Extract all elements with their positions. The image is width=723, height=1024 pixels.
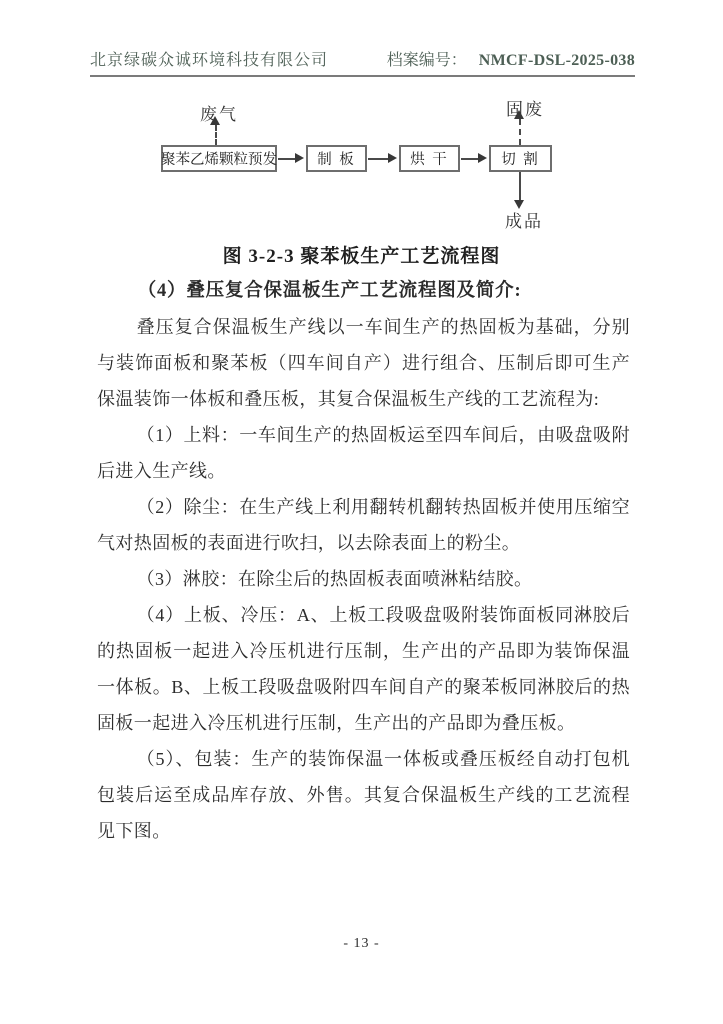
page-number: - 13 - <box>343 936 380 951</box>
waste-gas-label: 废气 <box>200 105 238 124</box>
waste-gas-dashed-line <box>215 125 217 145</box>
arrow-right-icon <box>295 153 304 163</box>
arrow-right-icon <box>478 153 487 163</box>
paragraph-step-5: （5）、包装：生产的装饰保温一体板或叠压板经自动打包机包装后运至成品库存放、外售。其复合保温板生产线的工艺流程见下图。 <box>97 749 630 841</box>
flow-box-board-making: 制 板 <box>306 145 367 172</box>
solid-waste-label: 固废 <box>506 100 544 119</box>
archive-number-value: NMCF-DSL-2025-038 <box>478 52 635 69</box>
body-content <box>97 273 630 849</box>
solid-waste-dashed-line <box>519 119 521 145</box>
product-line <box>519 172 521 200</box>
company-name: 北京绿碳众诚环境科技有限公司 <box>90 52 329 69</box>
paragraph-intro: 叠压复合保温板生产线以一车间生产的热固板为基础，分别与装饰面板和聚苯板（四车间自产）进行组合、压制后即可生产保温装饰一体板和叠压板，其复合保温板生产线的工艺流程为: <box>97 317 630 409</box>
paragraph-step-3: （3）淋胶：在除尘后的热固板表面喷淋粘结胶。 <box>136 569 533 589</box>
arrow-up-icon <box>514 110 524 119</box>
section-heading: （4）叠压复合保温板生产工艺流程图及简介: <box>137 281 522 301</box>
flow-connector <box>461 158 479 160</box>
arrow-right-icon <box>388 153 397 163</box>
paragraph-step-2: （2）除尘：在生产线上利用翻转机翻转热固板并使用压缩空气对热固板的表面进行吹扫，以去除表面上的粉尘。 <box>97 497 630 553</box>
archive-number-group <box>387 47 635 70</box>
figure-caption: 图 3-2-3 聚苯板生产工艺流程图 <box>222 246 501 267</box>
flow-box-cutting: 切 割 <box>489 145 552 172</box>
arrow-up-icon <box>210 116 220 125</box>
product-label: 成品 <box>505 212 543 231</box>
archive-number-label: 档案编号： <box>386 52 467 69</box>
flow-box-drying: 烘 干 <box>399 145 460 172</box>
flow-box-pre-expansion: 聚苯乙烯颗粒预发 <box>161 145 277 172</box>
process-flow-diagram <box>0 95 723 235</box>
flow-connector <box>368 158 389 160</box>
page-header <box>90 47 635 77</box>
paragraph-step-1: （1）上料：一车间生产的热固板运至四车间后，由吸盘吸附后进入生产线。 <box>97 425 630 481</box>
flow-connector <box>278 158 296 160</box>
paragraph-step-4: （4）上板、冷压：A、上板工段吸盘吸附装饰面板同淋胶后的热固板一起进入冷压机进行压制，生产出的产品即为装饰保温一体板。B、上板工段吸盘吸附四车间自产的聚苯板同淋胶后的热固板一起进入冷压机进行压制，生产出的产品即为叠压板。 <box>97 605 630 733</box>
